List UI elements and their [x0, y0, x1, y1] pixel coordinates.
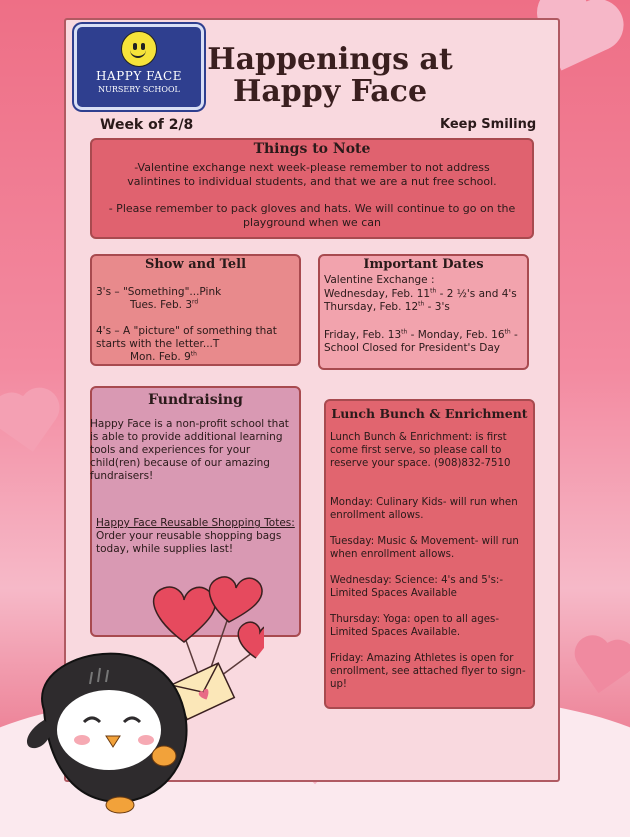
dates-line: School Closed for President's Day: [324, 342, 500, 354]
week-label: Week of 2/8: [100, 117, 194, 133]
things-to-note-heading: Things to Note: [253, 141, 371, 157]
fundraising-link[interactable]: Happy Face Reusable Shopping Totes:: [96, 517, 295, 529]
important-dates-box: [318, 254, 529, 370]
page-title: Happenings at Happy Face: [207, 42, 453, 109]
lunch-bunch-box: [324, 399, 535, 709]
lunch-item: Tuesday: Music & Movement- will run when enrollment allows.: [330, 536, 519, 560]
smiley-face-icon: [121, 31, 157, 67]
show-entry-text: 4's – A "picture" of something that starts with the letter...T: [96, 325, 277, 350]
fundraising-intro: Happy Face is a non-profit school that is able to provide additional learning tools and experiences for your child(ren) because of our amazing fundraisers!: [90, 418, 289, 482]
dates-line: Thursday, Feb. 12th - 3's: [324, 300, 450, 313]
lunch-item: Friday: Amazing Athletes is open for enrollment, see attached flyer to sign-up!: [330, 653, 526, 690]
show-and-tell-heading: Show and Tell: [144, 257, 247, 272]
important-dates-heading: Important Dates: [363, 257, 484, 272]
school-subtitle: NURSERY SCHOOL: [98, 85, 180, 94]
dates-line: Wednesday, Feb. 11th - 2 ½'s and 4's: [324, 287, 517, 300]
tagline: Keep Smiling: [440, 117, 537, 132]
lunch-bunch-heading: Lunch Bunch & Enrichment: [331, 406, 528, 421]
school-name: HAPPY FACE: [96, 69, 182, 83]
penguin-with-heart-balloons-icon: [24, 560, 264, 817]
show-entry-text: 3's – "Something"...Pink: [96, 286, 222, 298]
fundraising-detail: Order your reusable shopping bags today, while supplies last!: [96, 530, 282, 555]
school-logo: [74, 24, 204, 110]
dates-line: Valentine Exchange :: [324, 274, 435, 286]
show-entry-date: Tues. Feb. 3rd: [130, 298, 199, 311]
things-to-note-box: [90, 138, 534, 239]
dates-line: Friday, Feb. 13th - Monday, Feb. 16th -: [324, 328, 518, 341]
note-item: - Please remember to pack gloves and hats. We will continue to go on the playground when we can: [108, 202, 516, 229]
lunch-item: Monday: Culinary Kids- will run when enrollment allows.: [330, 497, 518, 521]
note-item: -Valentine exchange next week-please remember to not address valintines to individual students, and that we are a nut free school.: [127, 161, 497, 188]
fundraising-heading: Fundraising: [148, 392, 243, 408]
lunch-item: Thursday: Yoga: open to all ages- Limited Spaces Available.: [330, 614, 500, 638]
show-entry-date: Mon. Feb. 9th: [130, 350, 197, 363]
lunch-intro: Lunch Bunch & Enrichment: is first come first serve, so please call to reserve your space. (908)832-7510: [330, 432, 511, 469]
show-and-tell-box: [90, 254, 301, 366]
lunch-item: Wednesday: Science: 4's and 5's:- Limited Spaces Available: [330, 575, 504, 599]
